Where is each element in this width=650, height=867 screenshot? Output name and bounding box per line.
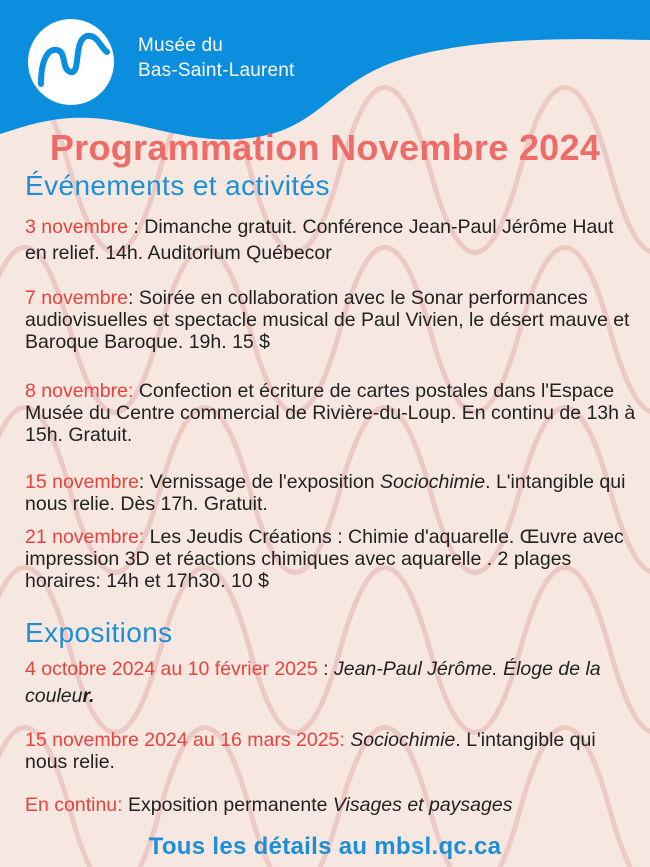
exhibition-title: Sociochimie	[379, 471, 486, 493]
event-item	[25, 526, 640, 592]
page-title: Programmation Novembre 2024	[49, 127, 601, 168]
event-date: 3 novembre	[25, 216, 128, 238]
exhibition-title: Jean-Paul Jérôme. Éloge de la couleu	[25, 658, 601, 707]
exhibition-item: 4 octobre 2024 au 10 février 2025 : Jean-Paul Jérôme. Éloge de la couleur.	[25, 658, 601, 707]
event-date: 8 novembre:	[25, 380, 134, 402]
event-item: 3 novembre : Dimanche gratuit. Conférence Jean-Paul Jérôme Haut en relief. 14h. Auditorium Québecor	[25, 216, 614, 264]
events-heading: Événements et activités	[25, 170, 330, 201]
exhibition-dates: 15 novembre 2024 au 16 mars 2025:	[25, 729, 345, 751]
event-description: Soirée en collaboration avec le Sonar performances audiovisuelles et spectacle musical de Paul Vivien, le désert mauve et Baroque Baroque. 19h. 15 $	[25, 287, 630, 353]
exhibitions-heading: Expositions	[25, 617, 173, 648]
exhibition-item: 15 novembre 2024 au 16 mars 2025: Sociochimie. L'intangible qui nous relie.	[25, 729, 596, 773]
event-item: 15 novembre: Vernissage de l'exposition Sociochimie. L'intangible qui nous relie. Dès 17h. Gratuit.	[25, 471, 626, 515]
event-description: Dimanche gratuit. Conférence Jean-Paul Jérôme Haut en relief. 14h. Auditorium Québecor	[25, 216, 614, 264]
event-item: 7 novembre: Soirée en collaboration avec le Sonar performances audiovisuelles et spectacle musical de Paul Vivien, le désert mauve et Baroque Baroque. 19h. 15 $	[25, 287, 630, 353]
brand-line-1: Musée du	[138, 35, 224, 56]
event-item	[25, 380, 640, 446]
event-date: 7 novembre	[25, 287, 128, 309]
website-link[interactable]: Tous les détails au mbsl.qc.ca	[148, 833, 502, 860]
exhibition-item: En continu: Exposition permanente Visages et paysages	[25, 794, 513, 816]
event-description: Confection et écriture de cartes postales dans l'Espace Musée du Centre commercial de Rivière-du-Loup. En continu de 13h à 15h. Gratuit.	[25, 380, 636, 446]
brand-line-2: Bas-Saint-Laurent	[138, 60, 295, 81]
exhibition-dates: En continu:	[25, 794, 123, 816]
event-date: 15 novembre	[25, 471, 139, 493]
event-description: Les Jeudis Créations : Chimie d'aquarelle. Œuvre avec impression 3D et réactions chimiques avec aquarelle . 2 plages horaires: 14h et 17h30. 10 $	[25, 526, 624, 592]
event-date: 21 novembre:	[25, 526, 145, 548]
exhibition-title: Visages et paysages	[332, 794, 513, 816]
exhibition-dates: 4 octobre 2024 au 10 février 2025	[25, 658, 318, 680]
exhibition-title: Sociochimie	[350, 729, 456, 751]
